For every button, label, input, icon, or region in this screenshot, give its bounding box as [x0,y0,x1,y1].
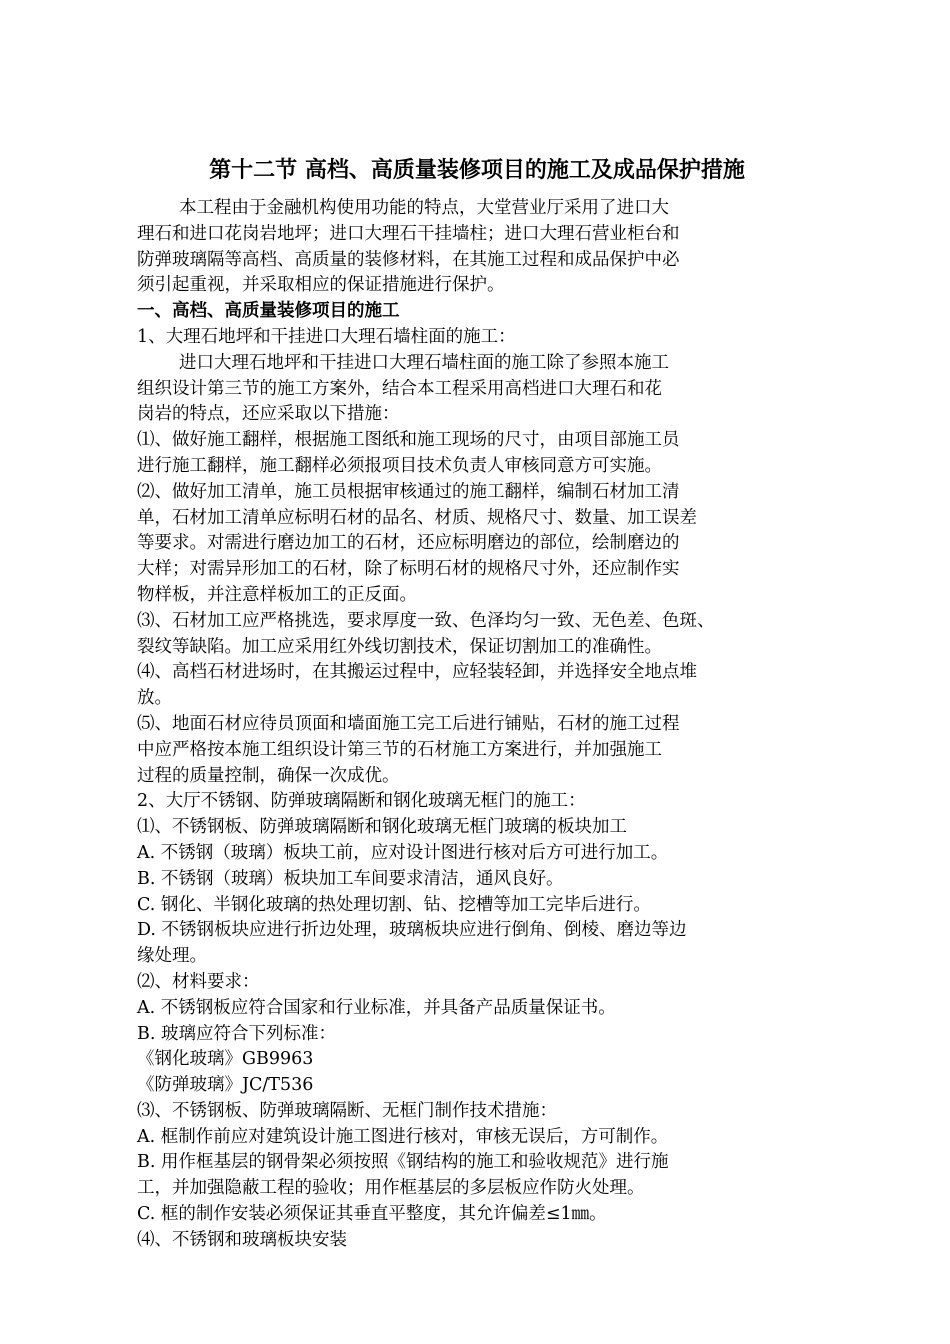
text-line: 缘处理。 [137,946,207,967]
text-line: 理石和进口花岗岩地坪；进口大理石干挂墙柱；进口大理石营业柜台和 [137,223,680,244]
text-line: B. 不锈钢（玻璃）板块加工车间要求清洁，通风良好。 [137,868,564,889]
text-line: 本工程由于金融机构使用功能的特点，大堂营业厅采用了进口大 [179,198,669,218]
text-line: 进口大理石地坪和干挂进口大理石墙柱面的施工除了参照本施工 [179,352,669,373]
text-line: C. 框的制作安装必须保证其垂直平整度，其允许偏差≤1㎜。 [137,1204,607,1225]
text-line: A. 不锈钢（玻璃）板块工前，应对设计图进行核对后方可进行加工。 [137,842,669,863]
text-line: 等要求。对需进行磨边加工的石材，还应标明磨边的部位，绘制磨边的 [137,533,680,554]
text-line: 2、大厅不锈钢、防弹玻璃隔断和钢化玻璃无框门的施工： [137,791,586,812]
text-line: ⑸、地面石材应待员顶面和墙面施工完工后进行铺贴，石材的施工过程 [137,713,680,734]
text-line: B. 玻璃应符合下列标准： [137,1023,336,1044]
text-line: ⑴、不锈钢板、防弹玻璃隔断和钢化玻璃无框门玻璃的板块加工 [137,817,627,838]
text-line: 单，石材加工清单应标明石材的品名、材质、规格尺寸、数量、加工误差 [137,507,697,528]
text-line: 《防弹玻璃》JC/T536 [137,1075,314,1096]
text-line: 组织设计第三节的施工方案外，结合本工程采用高档进口大理石和花 [137,378,662,399]
text-line: A. 不锈钢板应符合国家和行业标准，并具备产品质量保证书。 [137,997,616,1018]
text-line: ⑷、不锈钢和玻璃板块安装 [137,1229,347,1250]
text-line: 岗岩的特点，还应采取以下措施： [137,404,400,425]
text-line: 防弹玻璃隔等高档、高质量的装修材料，在其施工过程和成品保护中必 [137,249,680,270]
text-line: 1、大理石地坪和干挂进口大理石墙柱面的施工： [137,326,516,347]
text-line: B. 用作框基层的钢骨架必须按照《钢结构的施工和验收规范》进行施 [137,1152,669,1173]
text-line: 裂纹等缺陷。加工应采用红外线切割技术，保证切割加工的准确性。 [137,636,662,657]
text-line: 大样；对需异形加工的石材，除了标明石材的规格尺寸外，还应制作实 [137,559,680,580]
text-line: 工，并加强隐蔽工程的验收；用作框基层的多层板应作防火处理。 [137,1178,645,1199]
text-line: 须引起重视，并采取相应的保证措施进行保护。 [137,275,505,296]
text-line: 过程的质量控制，确保一次成优。 [137,765,400,786]
text-line: ⑷、高档石材进场时，在其搬运过程中，应轻装轻卸，并选择安全地点堆 [137,662,697,683]
text-line: 《钢化玻璃》GB9963 [137,1049,314,1070]
text-line: 进行施工翻样，施工翻样必须报项目技术负责人审核同意方可实施。 [137,455,662,476]
text-line: ⑶、不锈钢板、防弹玻璃隔断、无框门制作技术措施： [137,1100,557,1121]
text-line: D. 不锈钢板块应进行折边处理，玻璃板块应进行倒角、倒棱、磨边等边 [137,920,687,941]
document-body [137,196,817,1254]
text-line: C. 钢化、半钢化玻璃的热处理切割、钻、挖槽等加工完毕后进行。 [137,894,651,915]
text-line: ⑵、材料要求： [137,971,260,992]
text-line: ⑵、做好加工清单，施工员根据审核通过的施工翻样，编制石材加工清 [137,481,680,502]
section-heading: 一、高档、高质量装修项目的施工 [137,301,400,322]
text-line: A. 框制作前应对建筑设计施工图进行核对，审核无误后，方可制作。 [137,1126,669,1147]
text-line: 中应严格按本施工组织设计第三节的石材施工方案进行，并加强施工 [137,739,662,760]
document-page [137,152,817,1254]
text-line: 放。 [137,688,172,709]
text-line: ⑴、做好施工翻样，根据施工图纸和施工现场的尺寸，由项目部施工员 [137,430,680,451]
text-line: ⑶、石材加工应严格挑选，要求厚度一致、色泽均匀一致、无色差、色斑、 [137,610,715,631]
text-line: 物样板，并注意样板加工的正反面。 [137,584,417,605]
section-title: 第十二节 高档、高质量装修项目的施工及成品保护措施 [209,158,745,183]
